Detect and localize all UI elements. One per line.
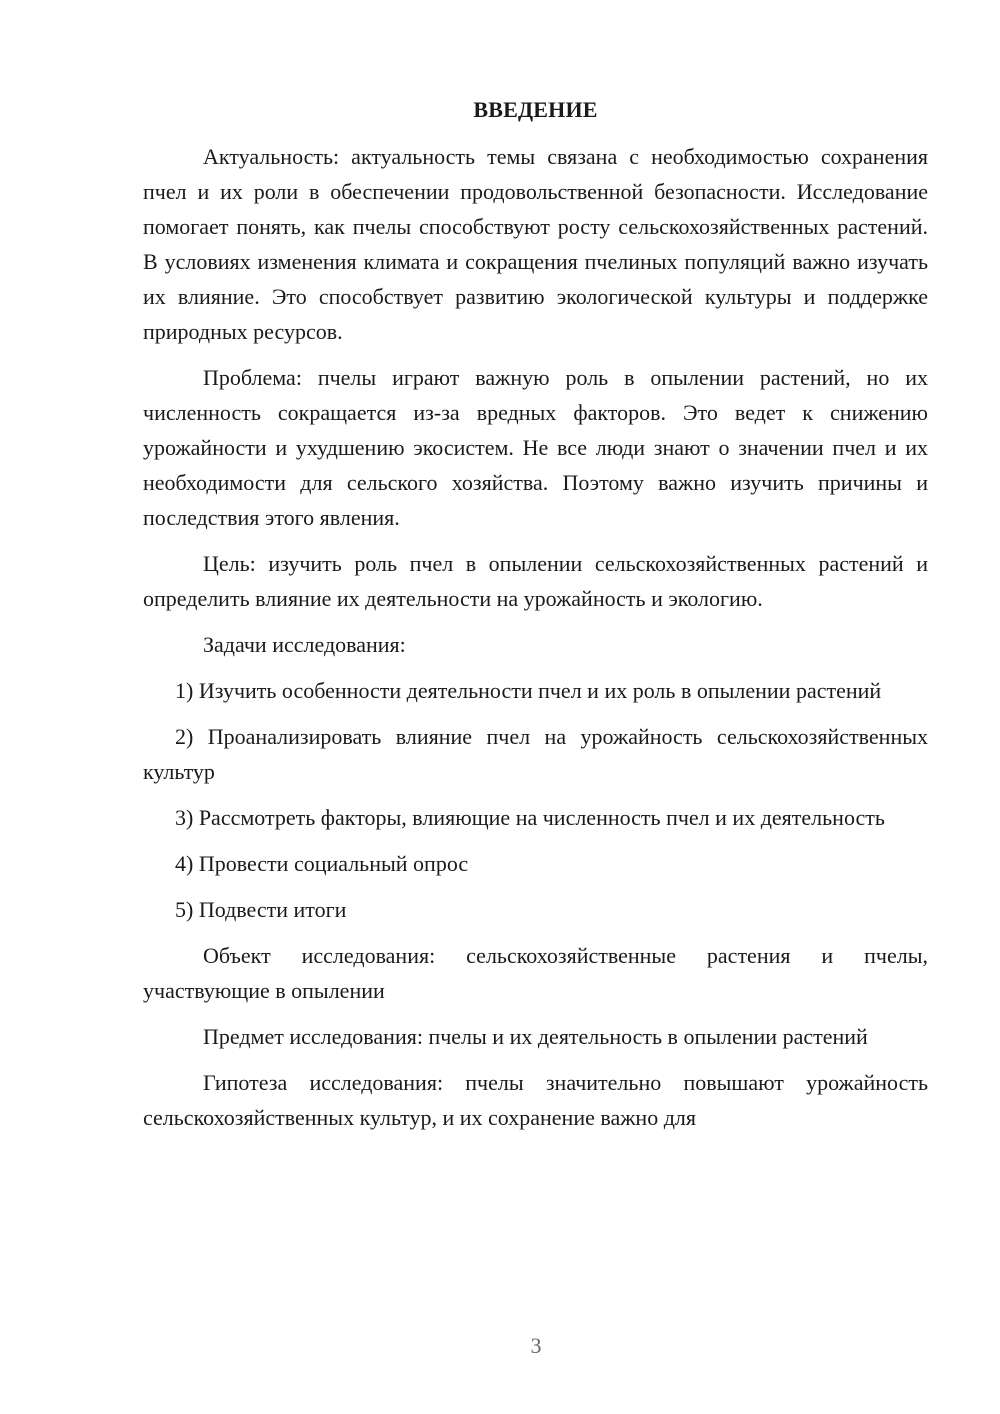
task-item-4: 4) Провести социальный опрос [175,851,469,876]
problem-paragraph: Проблема: пчелы играют важную роль в опылении растений, но их численность сокращается из-за вредных факторов. Это ведет к снижению урожайности и ухудшению экосистем. Не все люди знают о значении пчел и их необходимости для сельского хозяйства. Поэтому важно изучить причины и последствия этого явления. [143,365,928,530]
task-item-5: 5) Подвести итоги [175,897,347,922]
document-page [143,92,928,1135]
relevance-paragraph: Актуальность: актуальность темы связана с необходимостью сохранения пчел и их роли в обеспечении продовольственной безопасности. Исследование помогает понять, как пчелы способствуют росту сельскохозяйственных растений. В условиях изменения климата и сокращения пчелиных популяций важно изучать их влияние. Это способствует развитию экологической культуры и поддержке природных ресурсов. [143,144,928,344]
section-title: ВВЕДЕНИЕ [473,97,598,122]
hypothesis-paragraph: Гипотеза исследования: пчелы значительно повышают урожайность сельскохозяйственных культур, и их сохранение важно для [143,1070,928,1130]
goal-paragraph: Цель: изучить роль пчел в опылении сельскохозяйственных растений и определить влияние их деятельности на урожайность и экологию. [143,551,928,611]
object-paragraph: Объект исследования: сельскохозяйственные растения и пчелы, участвующие в опылении [143,943,928,1003]
page-number: 3 [530,1333,542,1358]
subject-paragraph: Предмет исследования: пчелы и их деятельность в опылении растений [203,1024,868,1049]
tasks-heading: Задачи исследования: [203,632,406,657]
task-item-1: 1) Изучить особенности деятельности пчел и их роль в опылении растений [175,678,882,703]
task-item-2: 2) Проанализировать влияние пчел на урожайность сельскохозяйственных культур [143,724,928,784]
task-item-3: 3) Рассмотреть факторы, влияющие на численность пчел и их деятельность [175,805,885,830]
